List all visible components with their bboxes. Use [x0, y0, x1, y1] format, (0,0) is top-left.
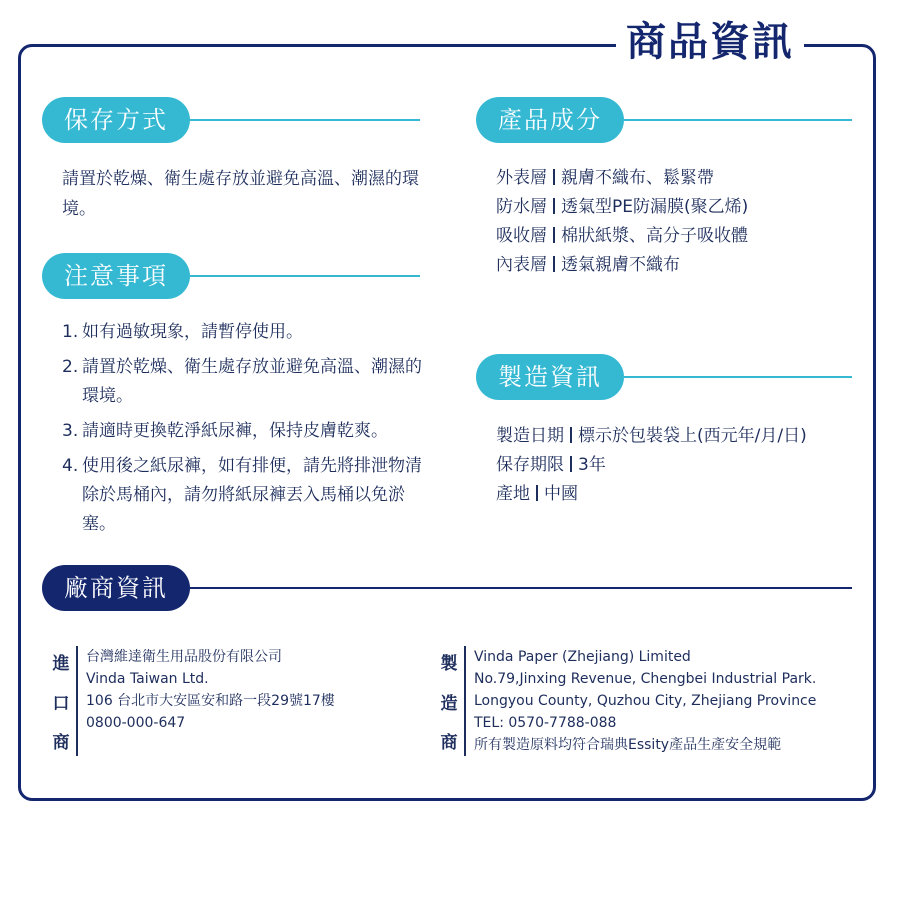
manufacture-header — [476, 354, 852, 400]
notes-item-text: 使用後之紙尿褲，如有排便，請先將排泄物清除於馬桶內，請勿將紙尿褲丟入馬桶以免淤塞。 — [82, 456, 422, 534]
maker-divider — [464, 646, 466, 756]
notes-heading: 注意事項 — [42, 253, 190, 299]
manufacture-value: 標示於包裝袋上(西元年/月/日) — [578, 426, 807, 446]
notes-item-text: 請置於乾燥、衛生處存放並避免高溫、潮濕的環境。 — [82, 357, 422, 406]
notes-item — [62, 417, 424, 446]
ingredient-value: 透氣親膚不織布 — [561, 255, 680, 275]
notes-list — [62, 318, 424, 545]
separator — [553, 169, 555, 185]
ingredients-header — [476, 97, 852, 143]
ingredient-item — [496, 164, 748, 193]
manufacture-list — [496, 422, 807, 509]
storage-header — [42, 97, 420, 143]
maker-line: No.79,Jinxing Revenue, Chengbei Industrial Park. — [474, 671, 817, 687]
importer-line: 0800-000-647 — [86, 715, 186, 731]
page-title: 商品資訊 — [616, 14, 804, 70]
notes-header — [42, 253, 420, 299]
manufacture-item — [496, 451, 807, 480]
importer-label-char: 進 — [52, 654, 70, 674]
manufacture-label: 製造日期 — [496, 426, 564, 446]
ingredient-item — [496, 251, 748, 280]
maker-label-char: 造 — [440, 693, 458, 714]
manufacture-label: 保存期限 — [496, 455, 564, 475]
ingredient-label: 吸收層 — [496, 226, 547, 246]
ingredients-list — [496, 164, 748, 280]
ingredient-label: 內表層 — [496, 255, 547, 275]
manufacture-item — [496, 480, 807, 509]
notes-item — [62, 353, 424, 411]
importer-line: 106 台北市大安區安和路一段29號17樓 — [86, 693, 335, 709]
maker-line: Vinda Paper (Zhejiang) Limited — [474, 649, 691, 665]
importer-details — [86, 646, 335, 756]
notes-item — [62, 452, 424, 539]
notes-item-num: 3. — [62, 421, 79, 441]
manufacture-divider — [624, 376, 852, 378]
importer-label — [50, 646, 72, 756]
vendor-header — [42, 565, 852, 611]
maker-block — [438, 646, 816, 756]
maker-label — [438, 646, 460, 756]
ingredients-heading: 產品成分 — [476, 97, 624, 143]
maker-details — [474, 646, 816, 756]
separator — [570, 427, 572, 443]
maker-line: TEL: 0570-7788-088 — [474, 715, 617, 731]
ingredient-value: 親膚不織布、鬆緊帶 — [561, 168, 714, 188]
maker-line: Longyou County, Quzhou City, Zhejiang Province — [474, 693, 817, 709]
importer-line: Vinda Taiwan Ltd. — [86, 671, 209, 687]
notes-item-num: 2. — [62, 357, 79, 377]
vendor-heading: 廠商資訊 — [42, 565, 190, 611]
storage-divider — [190, 119, 420, 121]
notes-item-text: 請適時更換乾淨紙尿褲，保持皮膚乾爽。 — [82, 421, 388, 441]
ingredient-item — [496, 193, 748, 222]
ingredients-divider — [624, 119, 852, 121]
manufacture-item — [496, 422, 807, 451]
importer-label-char: 商 — [52, 733, 70, 753]
notes-divider — [190, 275, 420, 277]
importer-block — [50, 646, 335, 756]
vendor-divider — [190, 587, 852, 589]
separator — [553, 227, 555, 243]
notes-item-num: 1. — [62, 322, 79, 342]
storage-text: 請置於乾燥、衛生處存放並避免高溫、潮濕的環境。 — [62, 169, 419, 219]
maker-label-char: 商 — [440, 733, 458, 753]
importer-line: 台灣維達衛生用品股份有限公司 — [86, 649, 282, 665]
manufacture-value: 3年 — [578, 455, 606, 475]
notes-item-text: 如有過敏現象，請暫停使用。 — [82, 322, 303, 342]
ingredient-item — [496, 222, 748, 251]
separator — [536, 485, 538, 501]
separator — [570, 456, 572, 472]
ingredient-label: 防水層 — [496, 197, 547, 217]
ingredient-value: 透氣型PE防漏膜(聚乙烯) — [561, 197, 749, 217]
storage-heading: 保存方式 — [42, 97, 190, 143]
ingredient-label: 外表層 — [496, 168, 547, 188]
importer-divider — [76, 646, 78, 756]
maker-label-char: 製 — [440, 654, 458, 674]
notes-item-num: 4. — [62, 456, 79, 476]
manufacture-value: 中國 — [544, 484, 578, 504]
maker-line: 所有製造原料均符合瑞典Essity產品生產安全規範 — [474, 737, 782, 753]
separator — [553, 256, 555, 272]
ingredient-value: 棉狀紙漿、高分子吸收體 — [561, 226, 748, 246]
importer-label-char: 口 — [52, 693, 70, 714]
manufacture-heading: 製造資訊 — [476, 354, 624, 400]
separator — [553, 198, 555, 214]
notes-item — [62, 318, 424, 347]
manufacture-label: 產地 — [496, 484, 530, 504]
